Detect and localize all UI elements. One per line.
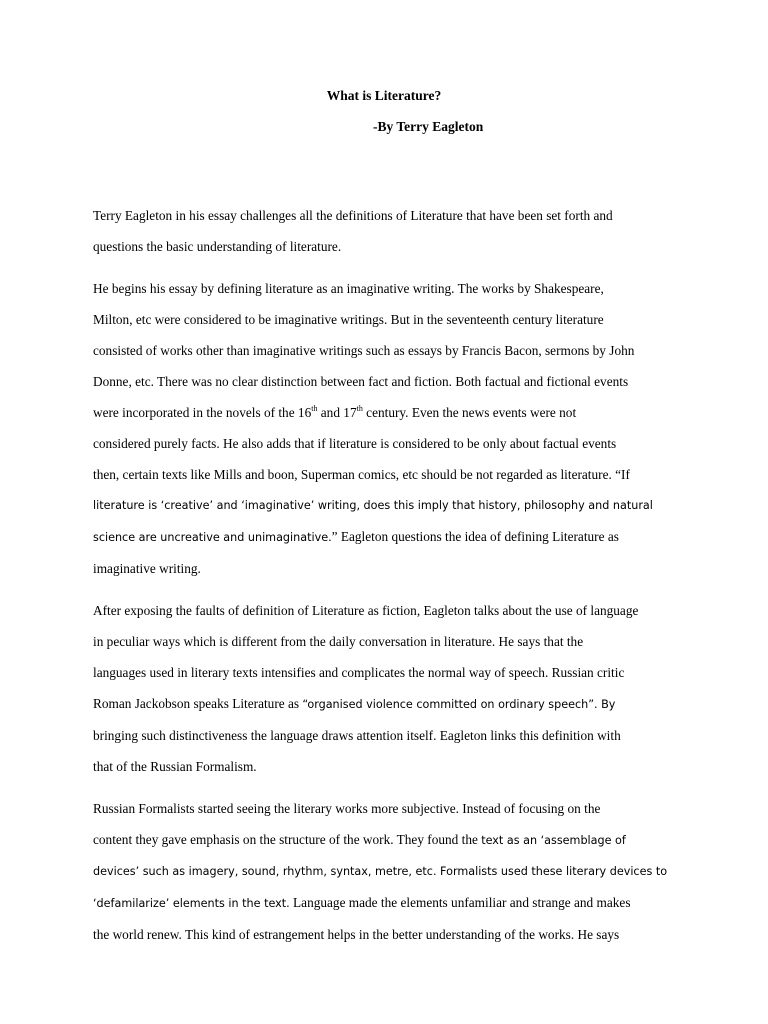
text-line: in peculiar ways which is different from the daily conversation in literature. He says that the xyxy=(93,634,584,649)
paragraph-4 xyxy=(93,793,693,950)
quoted-text-line: literature is ‘creative’ and ‘imaginative’ writing, does this imply that history, philosophy and natural xyxy=(93,499,653,512)
text-line: After exposing the faults of definition of Literature as fiction, Eagleton talks about the use of language xyxy=(93,603,639,618)
text-line: Milton, etc were considered to be imaginative writings. But in the seventeenth century literature xyxy=(93,312,604,327)
text-line: science are uncreative and unimaginative.” Eagleton questions the idea of defining Literature as xyxy=(93,529,619,544)
text-line: Russian Formalists started seeing the literary works more subjective. Instead of focusing on the xyxy=(93,801,601,816)
text-line: the world renew. This kind of estrangement helps in the better understanding of the works. He says xyxy=(93,927,620,942)
superscript: th xyxy=(311,403,318,413)
text-line: that of the Russian Formalism. xyxy=(93,759,257,774)
text-line: Roman Jackobson speaks Literature as “organised violence committed on ordinary speech”. By xyxy=(93,696,616,711)
text-line: languages used in literary texts intensifies and complicates the normal way of speech. Russian critic xyxy=(93,665,625,680)
paragraph-2 xyxy=(93,273,693,584)
text-line: then, certain texts like Mills and boon, Superman comics, etc should be not regarded as literature. “If xyxy=(93,467,630,482)
paragraph-1 xyxy=(93,200,693,262)
text-line: Terry Eagleton in his essay challenges all the definitions of Literature that have been set forth and xyxy=(93,208,613,223)
text-line: He begins his essay by defining literature as an imaginative writing. The works by Shakespeare, xyxy=(93,281,604,296)
text-line: considered purely facts. He also adds that if literature is considered to be only about factual events xyxy=(93,436,617,451)
text-line: were incorporated in the novels of the 16th and 17th century. Even the news events were not xyxy=(93,403,577,420)
document-title: What is Literature? xyxy=(326,88,442,103)
text-line: Donne, etc. There was no clear distinction between fact and fiction. Both factual and fictional events xyxy=(93,374,629,389)
document-body xyxy=(93,200,693,961)
paragraph-3 xyxy=(93,595,693,782)
quoted-text-line: devices’ such as imagery, sound, rhythm, syntax, metre, etc. Formalists used these literary devices to xyxy=(93,865,668,878)
text-line: ‘defamilarize’ elements in the text. Language made the elements unfamiliar and strange and makes xyxy=(93,895,631,910)
text-line: content they gave emphasis on the structure of the work. They found the text as an ‘assemblage of xyxy=(93,832,626,847)
superscript: th xyxy=(356,403,363,413)
text-line: questions the basic understanding of literature. xyxy=(93,239,342,254)
document-author: -By Terry Eagleton xyxy=(373,119,484,134)
text-line: bringing such distinctiveness the language draws attention itself. Eagleton links this definition with xyxy=(93,728,621,743)
text-line: imaginative writing. xyxy=(93,561,201,576)
text-line: consisted of works other than imaginative writings such as essays by Francis Bacon, sermons by John xyxy=(93,343,635,358)
